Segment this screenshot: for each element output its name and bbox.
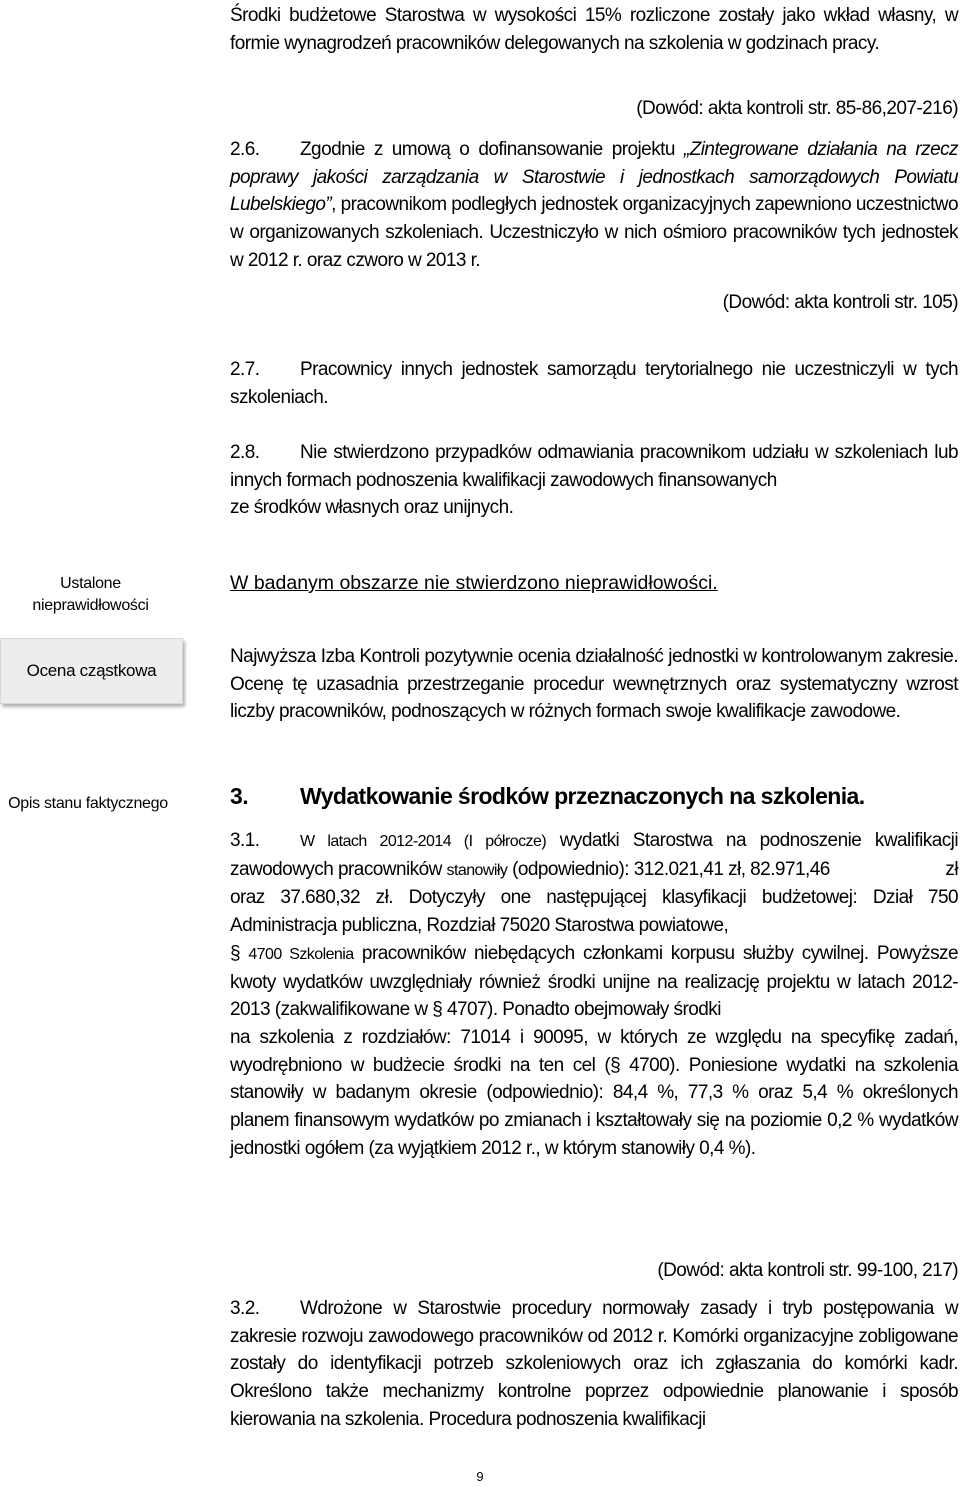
section-number: 3. [230, 783, 248, 809]
paragraph-text: pracowników niebędących członkami korpusu służby cywilnej. Powyższe kwoty wydatków uwzględniały również środki unijne na realizację projektu w latach 2012-2013 (zakwalifikowane w § 4707). Ponadto obejmowały środki [230, 942, 958, 1021]
paragraph-2-8 [230, 439, 958, 522]
paragraph-text: Zgodnie z umową o dofinansowanie projektu [300, 139, 684, 160]
sidebar-label-ocena: Ocena cząstkowa [26, 661, 157, 680]
evidence-reference: (Dowód: akta kontroli str. 105) [722, 292, 958, 313]
paragraph-text: zł [945, 858, 958, 880]
paragraph-text: wydatki Starostwa na podnoszenie kwalifikacji zawodowych pracowników [230, 830, 959, 880]
paragraph-number: 2.7. [230, 359, 260, 380]
sidebar-box-ocena [0, 638, 183, 704]
evidence-reference: (Dowód: akta kontroli str. 99-100, 217) [657, 1260, 958, 1281]
section-heading [230, 783, 958, 810]
paragraph-2-7 [230, 356, 958, 411]
paragraph-number: 3.1. [230, 830, 260, 851]
paragraph-text: 4700 Szkolenia [248, 945, 354, 963]
paragraph-intro: Środki budżetowe Starostwa w wysokości 15% rozliczone zostały jako wkład własny, w formie wynagrodzeń pracowników delegowanych na szkolenia w godzinach pracy. [230, 5, 958, 54]
paragraph-text: Wdrożone w Starostwie procedury normowały zasady i tryb postępowania w zakresie rozwoju zawodowego pracowników od 2012 r. Komórki organizacyjne zobligowane zostały do identyfikacji potrzeb szkoleniowych oraz ich zgłaszania do komórki kadr. Określono także mechanizmy kontrolne poprzez odpowiednie planowanie i sposób kierowania na szkolenia. Procedura podnoszenia kwalifikacji [230, 1298, 958, 1430]
paragraph-number: 2.6. [230, 139, 260, 160]
paragraph-text: W latach 2012-2014 (I półrocze) [300, 833, 547, 850]
project-title: „Zintegrowane działania na rzecz poprawy jakości zarządzania w Starostwie i jednostkach samorządowych Powiatu Lubelskiego” [230, 139, 958, 216]
paragraph-text: § [230, 942, 249, 964]
sidebar-label-opis: Opis stanu faktycznego [8, 795, 168, 812]
paragraph-3-2 [230, 1295, 958, 1434]
paragraph-text: na szkolenia z rozdziałów: 71014 i 90095, w których ze względu na specyfikę zadań, wyodrębniono w budżecie środki na ten cel (§ 4700). Poniesione wydatki na szkolenia stanowiły w badanym okresie (odpowiednio): 84,4 %, 77,3 % oraz 5,4 % określonych planem finansowym wydatków po zmianach i kształtowały się na poziomie 0,2 % wydatków jednostki ogółem (za wyjątkiem 2012 r., w którym stanowiły 0,4 %). [230, 1026, 958, 1159]
paragraph-text: ze środków własnych oraz unijnych. [230, 497, 514, 519]
paragraph-number: 2.8. [230, 442, 260, 463]
paragraph-text: Nie stwierdzono przypadków odmawiania pracownikom udziału w szkoleniach lub innych formach podnoszenia kwalifikacji zawodowych finansowanych [230, 442, 958, 491]
paragraph-text: stanowiły [446, 861, 508, 879]
sidebar-label-ustalone: Ustalone nieprawidłowości [32, 575, 149, 614]
evidence-reference: (Dowód: akta kontroli str. 85-86,207-216) [636, 98, 958, 119]
no-irregularities-statement: W badanym obszarze nie stwierdzono nieprawidłowości. [230, 572, 718, 594]
assessment-paragraph: Najwyższa Izba Kontroli pozytywnie ocenia działalność jednostki w kontrolowanym zakresie. Ocenę tę uzasadnia przestrzeganie procedur wewnętrznych oraz systematyczny wzrost liczby pracowników, podnoszących w różnych formach swoje kwalifikacje zawodowe. [230, 646, 958, 723]
paragraph-2-6 [230, 136, 958, 275]
paragraph-3-1 [230, 827, 958, 1162]
paragraph-text: , pracownikom podległych jednostek organizacyjnych zapewniono uczestnictwo w organizowanych szkoleniach. Uczestniczyło w nich ośmioro pracowników tych jednostek w 2012 r. oraz czworo w 2013 r. [230, 194, 958, 271]
paragraph-text: oraz 37.680,32 zł. Dotyczyły one następującej klasyfikacji budżetowej: Dział 750 Administracja publiczna, Rozdział 75020 Starostwa powiatowe, [230, 887, 958, 937]
paragraph-text: Pracownicy innych jednostek samorządu terytorialnego nie uczestniczyli w tych szkoleniach. [230, 359, 958, 408]
section-title: Wydatkowanie środków przeznaczonych na szkolenia. [300, 783, 865, 809]
paragraph-number: 3.2. [230, 1298, 260, 1319]
page-number: 9 [476, 1469, 484, 1484]
paragraph-text: (odpowiednio): 312.021,41 zł, 82.971,46 [507, 858, 830, 880]
